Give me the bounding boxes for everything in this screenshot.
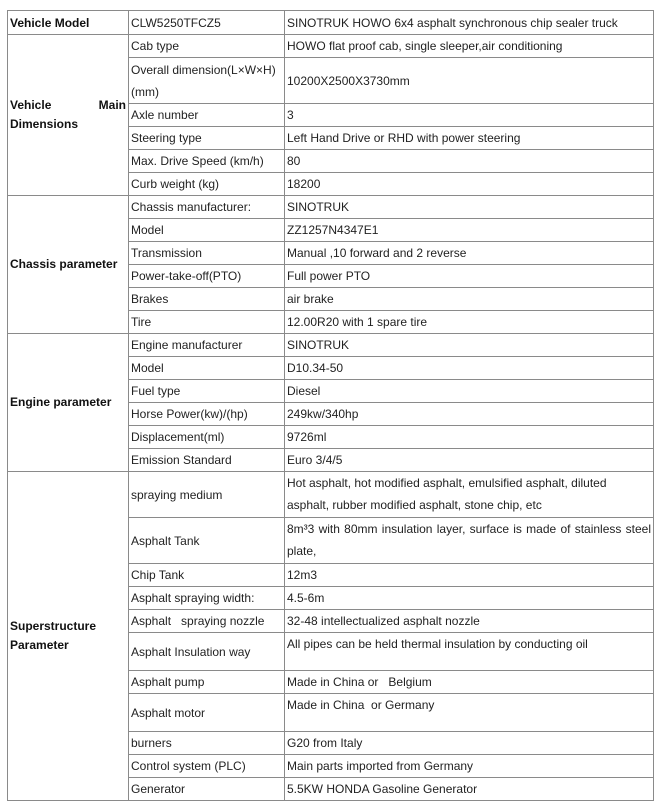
- table-row: [8, 334, 654, 357]
- spec-value: Full power PTO: [285, 265, 654, 288]
- spec-table: [7, 10, 654, 801]
- vehicle-model-description: SINOTRUK HOWO 6x4 asphalt synchronous chip sealer truck: [285, 11, 654, 35]
- spec-label: Chip Tank: [129, 564, 285, 587]
- spec-value: 10200X2500X3730mm: [285, 58, 654, 104]
- spec-label: Model: [129, 219, 285, 242]
- spec-label: Engine manufacturer: [129, 334, 285, 357]
- spec-value: 18200: [285, 173, 654, 196]
- spec-value: Euro 3/4/5: [285, 449, 654, 472]
- spec-label: Asphalt spraying nozzle: [129, 610, 285, 633]
- spec-value: 9726ml: [285, 426, 654, 449]
- section-title-main-dimensions: Vehicle Main Dimensions: [8, 35, 129, 196]
- spec-label: Control system (PLC): [129, 755, 285, 778]
- spec-value: SINOTRUK: [285, 196, 654, 219]
- spec-label: Overall dimension(L×W×H)(mm): [129, 58, 285, 104]
- spec-label: spraying medium: [129, 472, 285, 518]
- spec-label: Model: [129, 357, 285, 380]
- spec-label: Transmission: [129, 242, 285, 265]
- spec-label: Asphalt spraying width:: [129, 587, 285, 610]
- spec-value: 4.5-6m: [285, 587, 654, 610]
- spec-value: 12.00R20 with 1 spare tire: [285, 311, 654, 334]
- spec-value: 12m3: [285, 564, 654, 587]
- section-title-superstructure: Superstructure Parameter: [8, 472, 129, 801]
- spec-label: Max. Drive Speed (km/h): [129, 150, 285, 173]
- spec-value: D10.34-50: [285, 357, 654, 380]
- spec-value: HOWO flat proof cab, single sleeper,air conditioning: [285, 35, 654, 58]
- spec-value: SINOTRUK: [285, 334, 654, 357]
- spec-label: Tire: [129, 311, 285, 334]
- table-row: [8, 196, 654, 219]
- table-row-header: [8, 11, 654, 35]
- spec-value: 5.5KW HONDA Gasoline Generator: [285, 778, 654, 801]
- spec-label: Curb weight (kg): [129, 173, 285, 196]
- spec-label: Asphalt motor: [129, 694, 285, 732]
- spec-label: Horse Power(kw)/(hp): [129, 403, 285, 426]
- spec-label: Emission Standard: [129, 449, 285, 472]
- spec-value: 32-48 intellectualized asphalt nozzle: [285, 610, 654, 633]
- spec-value: 249kw/340hp: [285, 403, 654, 426]
- spec-label: Steering type: [129, 127, 285, 150]
- table-row: [8, 35, 654, 58]
- spec-label: Cab type: [129, 35, 285, 58]
- spec-label: Asphalt Insulation way: [129, 633, 285, 671]
- spec-value: Made in China or Germany: [285, 694, 654, 732]
- spec-value: Diesel: [285, 380, 654, 403]
- spec-value: G20 from Italy: [285, 732, 654, 755]
- spec-label: Power-take-off(PTO): [129, 265, 285, 288]
- spec-value: 8m³3 with 80mm insulation layer, surface is made of stainless steel plate,: [285, 518, 654, 564]
- spec-value: Made in China or Belgium: [285, 671, 654, 694]
- spec-label: Brakes: [129, 288, 285, 311]
- spec-label: Chassis manufacturer:: [129, 196, 285, 219]
- table-row: [8, 472, 654, 518]
- spec-label: Generator: [129, 778, 285, 801]
- spec-label: Asphalt pump: [129, 671, 285, 694]
- spec-label: burners: [129, 732, 285, 755]
- vehicle-model-label: Vehicle Model: [8, 11, 129, 35]
- spec-label: Displacement(ml): [129, 426, 285, 449]
- spec-value: Manual ,10 forward and 2 reverse: [285, 242, 654, 265]
- spec-value: ZZ1257N4347E1: [285, 219, 654, 242]
- spec-value: All pipes can be held thermal insulation by conducting oil: [285, 633, 654, 671]
- section-title-engine: Engine parameter: [8, 334, 129, 472]
- section-title-chassis: Chassis parameter: [8, 196, 129, 334]
- spec-label: Axle number: [129, 104, 285, 127]
- spec-value: Hot asphalt, hot modified asphalt, emulsified asphalt, diluted asphalt, rubber modified asphalt, stone chip, etc: [285, 472, 654, 518]
- spec-value: Main parts imported from Germany: [285, 755, 654, 778]
- spec-value: air brake: [285, 288, 654, 311]
- spec-value: 80: [285, 150, 654, 173]
- spec-label: Fuel type: [129, 380, 285, 403]
- spec-label: Asphalt Tank: [129, 518, 285, 564]
- vehicle-model-code: CLW5250TFCZ5: [129, 11, 285, 35]
- spec-value: Left Hand Drive or RHD with power steering: [285, 127, 654, 150]
- spec-value: 3: [285, 104, 654, 127]
